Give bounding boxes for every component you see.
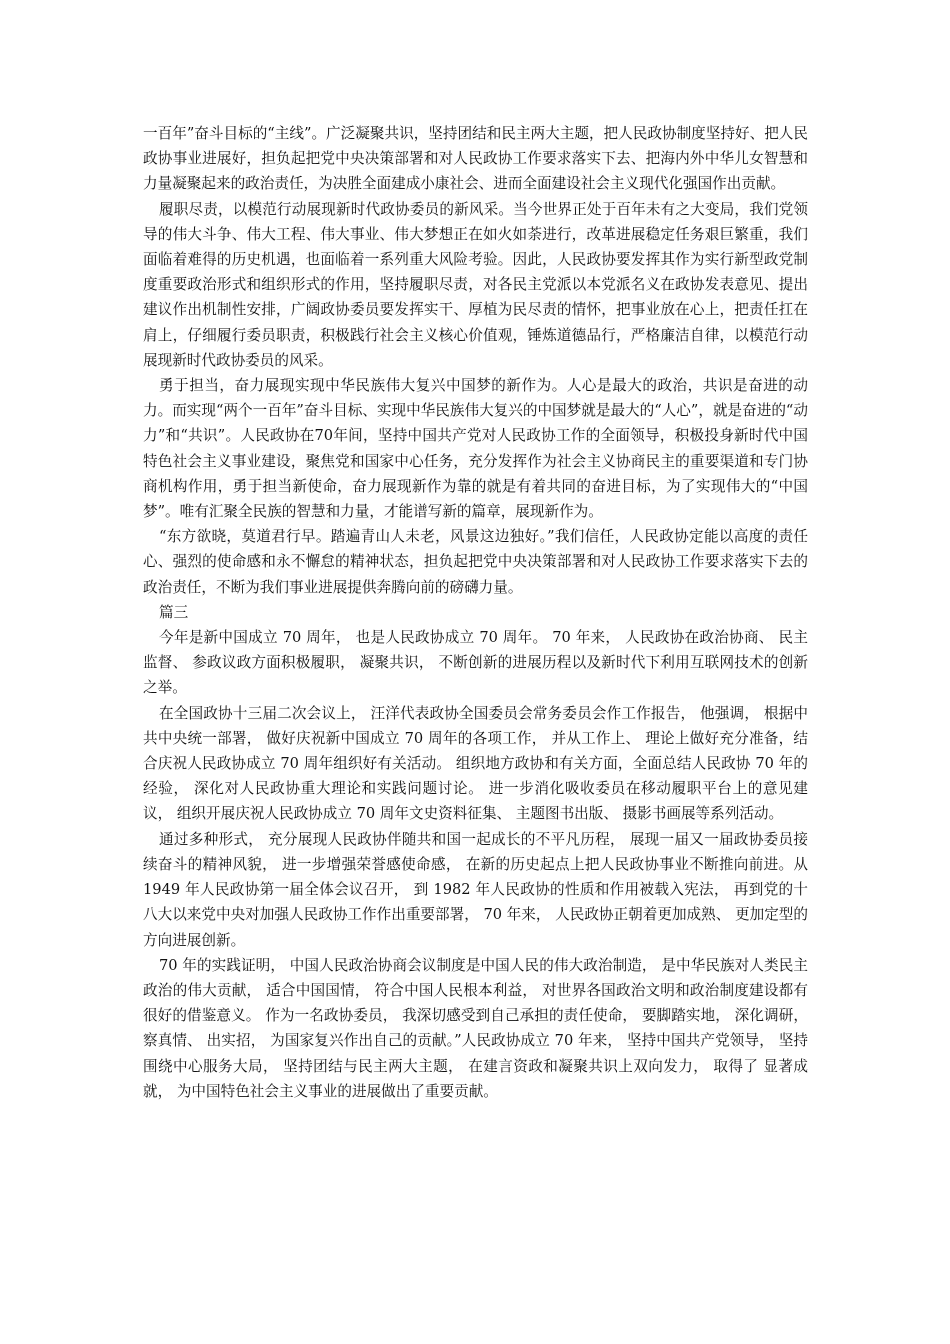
paragraph-1: 一百年”奋斗目标的“主线”。广泛凝聚共识，坚持团结和民主两大主题，把人民政协制度坚持好、把人民政协事业进展好，担负起把党中央决策部署和对人民政协工作要求落实下去、把海内外中华儿女智慧和力量凝聚起来的政治责任，为决胜全面建成小康社会、进而全面建设社会主义现代化强国作出贡献。 bbox=[143, 125, 808, 193]
paragraph-3: 勇于担当，奋力展现实现中华民族伟大复兴中国梦的新作为。人心是最大的政治，共识是奋进的动力。而实现“两个一百年”奋斗目标、实现中华民族伟大复兴的中国梦就是最大的“人心”，就是奋进的“动力”和“共识”。人民政协在70年间，坚持中国共产党对人民政协工作的全面领导，积极投身新时代中国特色社会主义事业建设，聚焦党和国家中心任务，充分发挥作为社会主义协商民主的重要渠道和专门协商机构作用，勇于担当新使命，奋力展现新作为靠的就是有着共同的奋进目标，为了实现伟大的“中国梦”。唯有汇聚全民族的智慧和力量，才能谱写新的篇章，展现新作为。 bbox=[143, 377, 808, 521]
paragraph-6: 在全国政协十三届二次会议上， 汪洋代表政协全国委员会常务委员会作工作报告， 他强调， 根据中共中央统一部署， 做好庆祝新中国成立 70 周年的各项工作， 并从工作上、 理论上做好充分准备，结合庆祝人民政协成立 70 周年组织好有关活动。 组织地方政协和有关方面，全面总结人民政协 70 年的经验， 深化对人民政协重大理论和实践问题讨论。 进一步消化吸收委员在移动履职平台上的意见建议， 组织开展庆祝人民政协成立 70 周年文史资料征集、 主题图书出版、 摄影书画展等系列活动。 bbox=[143, 704, 808, 823]
paragraph-5: 今年是新中国成立 70 周年， 也是人民政协成立 70 周年。 70 年来， 人民政协在政治协商、 民主监督、 参政议政方面积极履职， 凝聚共识， 不断创新的进展历程以及新时代下利用互联网技术的创新之举。 bbox=[143, 629, 808, 697]
paragraph-8: 70 年的实践证明， 中国人民政治协商会议制度是中国人民的伟大政治制造， 是中华民族对人类民主政治的伟大贡献， 适合中国国情， 符合中国人民根本利益， 对世界各国政治文明和政治制度建设都有很好的借鉴意义。 作为一名政协委员， 我深切感受到自己承担的责任使命， 要脚踏实地， 深化调研， 察真情、 出实招， 为国家复兴作出自己的贡献。”人民政协成立 70 年来， 坚持中国共产党领导， 坚持围绕中心服务大局， 坚持团结与民主两大主题， 在建言资政和凝聚共识上双向发力， 取得了 显著成就， 为中国特色社会主义事业的进展做出了重要贡献。 bbox=[143, 956, 808, 1100]
paragraph-4: “东方欲晓，莫道君行早。踏遍青山人未老，风景这边独好。”我们信任，人民政协定能以高度的责任心、强烈的使命感和永不懈怠的精神状态，担负起把党中央决策部署和对人民政协工作要求落实下去的政治责任，不断为我们事业进展提供奔腾向前的磅礴力量。 bbox=[143, 528, 808, 596]
section-heading: 篇三 bbox=[159, 603, 189, 621]
document-body bbox=[143, 121, 808, 1104]
paragraph-2: 履职尽责，以模范行动展现新时代政协委员的新风采。当今世界正处于百年未有之大变局，我们党领导的伟大斗争、伟大工程、伟大事业、伟大梦想正在如火如荼进行，改革进展稳定任务艰巨繁重，我们面临着难得的历史机遇，也面临着一系列重大风险考验。因此，人民政协要发挥其作为实行新型政党制度重要政治形式和组织形式的作用，坚持履职尽责，对各民主党派以本党派名义在政协发表意见、提出建议作出机制性安排，广阔政协委员要发挥实干、厚植为民尽责的情怀，把事业放在心上，把责任扛在肩上，仔细履行委员职责，积极践行社会主义核心价值观，锤炼道德品行，严格廉洁自律，以模范行动展现新时代政协委员的风采。 bbox=[143, 200, 808, 369]
paragraph-7: 通过多种形式， 充分展现人民政协伴随共和国一起成长的不平凡历程， 展现一届又一届政协委员接续奋斗的精神风貌， 进一步增强荣誉感使命感， 在新的历史起点上把人民政协事业不断推向前进。从 1949 年人民政协第一届全体会议召开， 到 1982 年人民政协的性质和作用被载入宪法， 再到党的十八大以来党中央对加强人民政协工作作出重要部署， 70 年来， 人民政协正朝着更加成熟、 更加定型的方向进展创新。 bbox=[143, 830, 808, 949]
